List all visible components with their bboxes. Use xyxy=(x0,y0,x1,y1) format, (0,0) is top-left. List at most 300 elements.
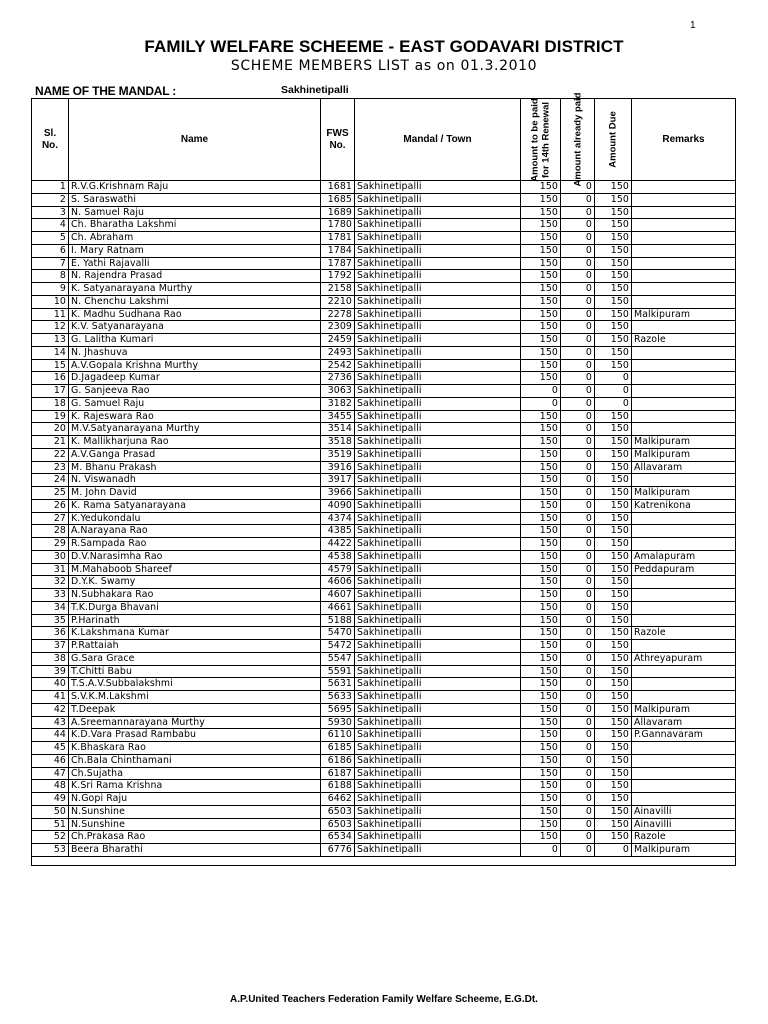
table-row xyxy=(32,513,735,526)
cell-amount-due: 0 xyxy=(595,372,632,385)
cell-town: Sakhinetipalli xyxy=(355,360,521,373)
cell-amount-to-pay: 150 xyxy=(521,691,561,704)
cell-name: D.Jagadeep Kumar xyxy=(69,372,321,385)
cell-town: Sakhinetipalli xyxy=(355,717,521,730)
cell-fws-no: 3966 xyxy=(321,487,355,500)
cell-remarks: Malkipuram xyxy=(632,449,735,462)
cell-sl-no: 36 xyxy=(32,627,69,640)
cell-fws-no: 6503 xyxy=(321,806,355,819)
cell-amount-paid: 0 xyxy=(561,704,595,717)
cell-fws-no: 2210 xyxy=(321,296,355,309)
cell-fws-no: 3519 xyxy=(321,449,355,462)
cell-amount-paid: 0 xyxy=(561,691,595,704)
cell-sl-no: 10 xyxy=(32,296,69,309)
cell-name: S. Saraswathi xyxy=(69,194,321,207)
table-row xyxy=(32,564,735,577)
cell-amount-to-pay: 150 xyxy=(521,513,561,526)
cell-name: P.Harinath xyxy=(69,615,321,628)
cell-amount-to-pay: 150 xyxy=(521,487,561,500)
cell-sl-no: 32 xyxy=(32,576,69,589)
cell-town: Sakhinetipalli xyxy=(355,615,521,628)
cell-sl-no: 50 xyxy=(32,806,69,819)
cell-sl-no: 41 xyxy=(32,691,69,704)
cell-town: Sakhinetipalli xyxy=(355,321,521,334)
cell-name: N.Sunshine xyxy=(69,806,321,819)
cell-amount-paid: 0 xyxy=(561,602,595,615)
cell-remarks xyxy=(632,321,735,334)
cell-amount-due: 150 xyxy=(595,219,632,232)
cell-remarks: P.Gannavaram xyxy=(632,729,735,742)
cell-fws-no: 2309 xyxy=(321,321,355,334)
table-row xyxy=(32,423,735,436)
cell-amount-paid: 0 xyxy=(561,589,595,602)
cell-amount-paid: 0 xyxy=(561,500,595,513)
cell-town: Sakhinetipalli xyxy=(355,844,521,857)
cell-fws-no: 2158 xyxy=(321,283,355,296)
cell-town: Sakhinetipalli xyxy=(355,372,521,385)
table-row xyxy=(32,462,735,475)
cell-town: Sakhinetipalli xyxy=(355,309,521,322)
cell-sl-no: 43 xyxy=(32,717,69,730)
cell-amount-due: 150 xyxy=(595,474,632,487)
cell-name: Ch. Bharatha Lakshmi xyxy=(69,219,321,232)
cell-amount-paid: 0 xyxy=(561,666,595,679)
cell-fws-no: 5930 xyxy=(321,717,355,730)
cell-amount-due: 150 xyxy=(595,564,632,577)
cell-fws-no: 4607 xyxy=(321,589,355,602)
table-row xyxy=(32,232,735,245)
cell-amount-due: 150 xyxy=(595,678,632,691)
cell-name: G. Lalitha Kumari xyxy=(69,334,321,347)
cell-amount-paid: 0 xyxy=(561,219,595,232)
cell-remarks: Ainavilli xyxy=(632,819,735,832)
cell-name: K. Rajeswara Rao xyxy=(69,411,321,424)
cell-amount-due: 150 xyxy=(595,602,632,615)
cell-remarks: Razole xyxy=(632,334,735,347)
cell-amount-to-pay: 150 xyxy=(521,462,561,475)
cell-name: Beera Bharathi xyxy=(69,844,321,857)
cell-amount-paid: 0 xyxy=(561,844,595,857)
cell-fws-no: 2459 xyxy=(321,334,355,347)
cell-fws-no: 6776 xyxy=(321,844,355,857)
cell-amount-to-pay: 150 xyxy=(521,500,561,513)
cell-sl-no: 21 xyxy=(32,436,69,449)
cell-amount-due: 150 xyxy=(595,423,632,436)
table-row xyxy=(32,360,735,373)
cell-name: A.V.Gopala Krishna Murthy xyxy=(69,360,321,373)
cell-fws-no: 3455 xyxy=(321,411,355,424)
cell-sl-no: 37 xyxy=(32,640,69,653)
cell-amount-due: 150 xyxy=(595,513,632,526)
cell-amount-paid: 0 xyxy=(561,474,595,487)
cell-amount-to-pay: 150 xyxy=(521,793,561,806)
cell-town: Sakhinetipalli xyxy=(355,398,521,411)
cell-remarks xyxy=(632,398,735,411)
cell-fws-no: 1681 xyxy=(321,181,355,194)
cell-sl-no: 2 xyxy=(32,194,69,207)
cell-sl-no: 42 xyxy=(32,704,69,717)
cell-name: K.Bhaskara Rao xyxy=(69,742,321,755)
cell-name: Ch.Sujatha xyxy=(69,768,321,781)
header-sl-no xyxy=(32,99,69,180)
cell-fws-no: 1784 xyxy=(321,245,355,258)
cell-name: K. Rama Satyanarayana xyxy=(69,500,321,513)
cell-fws-no: 6110 xyxy=(321,729,355,742)
cell-amount-due: 150 xyxy=(595,283,632,296)
cell-amount-paid: 0 xyxy=(561,678,595,691)
header-amount-due xyxy=(595,99,632,180)
cell-town: Sakhinetipalli xyxy=(355,551,521,564)
cell-name: T.K.Durga Bhavani xyxy=(69,602,321,615)
cell-town: Sakhinetipalli xyxy=(355,819,521,832)
cell-remarks xyxy=(632,296,735,309)
cell-town: Sakhinetipalli xyxy=(355,283,521,296)
cell-fws-no: 5470 xyxy=(321,627,355,640)
table-row xyxy=(32,551,735,564)
cell-amount-paid: 0 xyxy=(561,831,595,844)
cell-sl-no: 1 xyxy=(32,181,69,194)
cell-name: A.Sreemannarayana Murthy xyxy=(69,717,321,730)
table-body xyxy=(32,181,735,857)
cell-amount-paid: 0 xyxy=(561,640,595,653)
cell-amount-paid: 0 xyxy=(561,245,595,258)
cell-name: T.Deepak xyxy=(69,704,321,717)
cell-remarks xyxy=(632,207,735,220)
header-town xyxy=(355,99,521,180)
table-row xyxy=(32,296,735,309)
cell-sl-no: 15 xyxy=(32,360,69,373)
table-row xyxy=(32,500,735,513)
cell-town: Sakhinetipalli xyxy=(355,194,521,207)
cell-amount-paid: 0 xyxy=(561,538,595,551)
cell-amount-paid: 0 xyxy=(561,398,595,411)
cell-amount-paid: 0 xyxy=(561,385,595,398)
cell-town: Sakhinetipalli xyxy=(355,678,521,691)
cell-remarks xyxy=(632,219,735,232)
cell-fws-no: 3063 xyxy=(321,385,355,398)
table-row xyxy=(32,704,735,717)
cell-sl-no: 28 xyxy=(32,525,69,538)
table-row xyxy=(32,207,735,220)
cell-amount-to-pay: 150 xyxy=(521,831,561,844)
cell-sl-no: 12 xyxy=(32,321,69,334)
cell-amount-due: 150 xyxy=(595,258,632,271)
cell-remarks: Allavaram xyxy=(632,717,735,730)
cell-fws-no: 6187 xyxy=(321,768,355,781)
cell-fws-no: 3518 xyxy=(321,436,355,449)
cell-amount-to-pay: 150 xyxy=(521,640,561,653)
table-row xyxy=(32,194,735,207)
cell-sl-no: 44 xyxy=(32,729,69,742)
cell-remarks: Malkipuram xyxy=(632,487,735,500)
cell-amount-due: 150 xyxy=(595,270,632,283)
cell-name: T.S.A.V.Subbalakshmi xyxy=(69,678,321,691)
header-to-pay-line2: for 14th Renewal xyxy=(540,101,552,178)
cell-name: K.D.Vara Prasad Rambabu xyxy=(69,729,321,742)
cell-fws-no: 5631 xyxy=(321,678,355,691)
cell-name: M. John David xyxy=(69,487,321,500)
cell-amount-due: 150 xyxy=(595,334,632,347)
cell-amount-due: 150 xyxy=(595,742,632,755)
cell-name: K. Madhu Sudhana Rao xyxy=(69,309,321,322)
cell-amount-due: 150 xyxy=(595,232,632,245)
cell-remarks xyxy=(632,640,735,653)
cell-fws-no: 3182 xyxy=(321,398,355,411)
cell-sl-no: 27 xyxy=(32,513,69,526)
table-row xyxy=(32,806,735,819)
cell-amount-paid: 0 xyxy=(561,360,595,373)
cell-sl-no: 3 xyxy=(32,207,69,220)
cell-town: Sakhinetipalli xyxy=(355,334,521,347)
cell-town: Sakhinetipalli xyxy=(355,462,521,475)
header-remarks xyxy=(632,99,735,180)
cell-sl-no: 6 xyxy=(32,245,69,258)
cell-town: Sakhinetipalli xyxy=(355,525,521,538)
cell-town: Sakhinetipalli xyxy=(355,423,521,436)
cell-town: Sakhinetipalli xyxy=(355,640,521,653)
table-row xyxy=(32,717,735,730)
cell-amount-due: 150 xyxy=(595,245,632,258)
cell-fws-no: 6534 xyxy=(321,831,355,844)
cell-fws-no: 3916 xyxy=(321,462,355,475)
cell-amount-due: 150 xyxy=(595,653,632,666)
cell-amount-to-pay: 150 xyxy=(521,653,561,666)
cell-amount-paid: 0 xyxy=(561,347,595,360)
cell-amount-paid: 0 xyxy=(561,436,595,449)
cell-amount-due: 0 xyxy=(595,385,632,398)
cell-name: G.Sara Grace xyxy=(69,653,321,666)
cell-amount-to-pay: 150 xyxy=(521,232,561,245)
cell-amount-to-pay: 150 xyxy=(521,347,561,360)
cell-amount-paid: 0 xyxy=(561,270,595,283)
cell-sl-no: 23 xyxy=(32,462,69,475)
cell-amount-paid: 0 xyxy=(561,742,595,755)
table-row xyxy=(32,219,735,232)
cell-amount-to-pay: 150 xyxy=(521,449,561,462)
cell-town: Sakhinetipalli xyxy=(355,487,521,500)
cell-amount-to-pay: 150 xyxy=(521,755,561,768)
cell-town: Sakhinetipalli xyxy=(355,270,521,283)
cell-town: Sakhinetipalli xyxy=(355,729,521,742)
cell-amount-to-pay: 150 xyxy=(521,411,561,424)
cell-name: R.Sampada Rao xyxy=(69,538,321,551)
header-sl-line1: Sl. xyxy=(43,127,57,139)
cell-remarks xyxy=(632,755,735,768)
cell-amount-paid: 0 xyxy=(561,768,595,781)
cell-remarks: Athreyapuram xyxy=(632,653,735,666)
cell-sl-no: 31 xyxy=(32,564,69,577)
cell-amount-to-pay: 150 xyxy=(521,309,561,322)
cell-name: K. Mallikharjuna Rao xyxy=(69,436,321,449)
cell-sl-no: 9 xyxy=(32,283,69,296)
cell-amount-due: 150 xyxy=(595,780,632,793)
cell-fws-no: 6462 xyxy=(321,793,355,806)
cell-amount-to-pay: 0 xyxy=(521,385,561,398)
cell-sl-no: 25 xyxy=(32,487,69,500)
cell-amount-paid: 0 xyxy=(561,551,595,564)
table-row xyxy=(32,589,735,602)
cell-amount-paid: 0 xyxy=(561,258,595,271)
cell-name: N.Subhakara Rao xyxy=(69,589,321,602)
cell-amount-to-pay: 150 xyxy=(521,576,561,589)
cell-sl-no: 49 xyxy=(32,793,69,806)
cell-amount-to-pay: 150 xyxy=(521,258,561,271)
cell-amount-paid: 0 xyxy=(561,321,595,334)
table-row xyxy=(32,653,735,666)
table-row xyxy=(32,666,735,679)
cell-amount-to-pay: 0 xyxy=(521,844,561,857)
cell-remarks xyxy=(632,411,735,424)
cell-name: N. Samuel Raju xyxy=(69,207,321,220)
cell-fws-no: 4661 xyxy=(321,602,355,615)
cell-fws-no: 1792 xyxy=(321,270,355,283)
table-row xyxy=(32,411,735,424)
cell-sl-no: 46 xyxy=(32,755,69,768)
cell-amount-paid: 0 xyxy=(561,564,595,577)
header-due-label: Amount Due xyxy=(607,111,619,168)
page-title: FAMILY WELFARE SCHEEME - EAST GODAVARI DISTRICT xyxy=(144,37,624,56)
cell-amount-due: 150 xyxy=(595,640,632,653)
cell-fws-no: 4090 xyxy=(321,500,355,513)
cell-remarks xyxy=(632,691,735,704)
table-row xyxy=(32,449,735,462)
header-to-pay-line1: Amount to be paid xyxy=(529,97,541,182)
table-row xyxy=(32,793,735,806)
cell-town: Sakhinetipalli xyxy=(355,780,521,793)
cell-amount-paid: 0 xyxy=(561,462,595,475)
cell-amount-due: 150 xyxy=(595,589,632,602)
cell-town: Sakhinetipalli xyxy=(355,793,521,806)
cell-remarks xyxy=(632,423,735,436)
table-row xyxy=(32,729,735,742)
table-row xyxy=(32,831,735,844)
cell-amount-paid: 0 xyxy=(561,806,595,819)
cell-amount-due: 150 xyxy=(595,347,632,360)
page-footer: A.P.United Teachers Federation Family Welfare Scheeme, E.G.Dt. xyxy=(230,994,538,1005)
cell-town: Sakhinetipalli xyxy=(355,513,521,526)
cell-amount-due: 150 xyxy=(595,729,632,742)
cell-name: G. Samuel Raju xyxy=(69,398,321,411)
cell-name: Ch.Prakasa Rao xyxy=(69,831,321,844)
cell-amount-to-pay: 150 xyxy=(521,474,561,487)
cell-amount-paid: 0 xyxy=(561,615,595,628)
cell-remarks: Razole xyxy=(632,831,735,844)
cell-sl-no: 45 xyxy=(32,742,69,755)
cell-sl-no: 22 xyxy=(32,449,69,462)
table-row xyxy=(32,768,735,781)
cell-town: Sakhinetipalli xyxy=(355,589,521,602)
header-name-label: Name xyxy=(180,133,209,145)
cell-sl-no: 48 xyxy=(32,780,69,793)
cell-sl-no: 51 xyxy=(32,819,69,832)
cell-remarks xyxy=(632,678,735,691)
cell-town: Sakhinetipalli xyxy=(355,538,521,551)
cell-town: Sakhinetipalli xyxy=(355,742,521,755)
cell-sl-no: 13 xyxy=(32,334,69,347)
cell-remarks: Allavaram xyxy=(632,462,735,475)
table-row xyxy=(32,538,735,551)
table-row xyxy=(32,576,735,589)
cell-amount-to-pay: 150 xyxy=(521,194,561,207)
cell-amount-paid: 0 xyxy=(561,627,595,640)
table-row xyxy=(32,780,735,793)
mandal-value: Sakhinetipalli xyxy=(281,84,349,96)
cell-town: Sakhinetipalli xyxy=(355,449,521,462)
cell-amount-due: 150 xyxy=(595,666,632,679)
table-row xyxy=(32,525,735,538)
cell-sl-no: 14 xyxy=(32,347,69,360)
cell-remarks xyxy=(632,385,735,398)
cell-amount-to-pay: 150 xyxy=(521,768,561,781)
cell-town: Sakhinetipalli xyxy=(355,385,521,398)
cell-remarks xyxy=(632,513,735,526)
cell-remarks xyxy=(632,372,735,385)
cell-amount-paid: 0 xyxy=(561,232,595,245)
cell-amount-due: 150 xyxy=(595,717,632,730)
header-remarks-label: Remarks xyxy=(662,133,705,145)
cell-amount-to-pay: 150 xyxy=(521,270,561,283)
cell-remarks: Malkipuram xyxy=(632,436,735,449)
cell-fws-no: 4538 xyxy=(321,551,355,564)
cell-name: K.V. Satyanarayana xyxy=(69,321,321,334)
cell-amount-to-pay: 150 xyxy=(521,538,561,551)
cell-sl-no: 30 xyxy=(32,551,69,564)
cell-fws-no: 4374 xyxy=(321,513,355,526)
header-name xyxy=(69,99,321,180)
cell-town: Sakhinetipalli xyxy=(355,436,521,449)
cell-remarks xyxy=(632,576,735,589)
cell-amount-to-pay: 0 xyxy=(521,398,561,411)
cell-amount-paid: 0 xyxy=(561,423,595,436)
cell-fws-no: 2278 xyxy=(321,309,355,322)
cell-amount-due: 150 xyxy=(595,576,632,589)
cell-fws-no: 5188 xyxy=(321,615,355,628)
cell-remarks xyxy=(632,589,735,602)
page-subtitle: SCHEME MEMBERS LIST as on 01.3.2010 xyxy=(230,58,538,74)
cell-town: Sakhinetipalli xyxy=(355,296,521,309)
table-row xyxy=(32,309,735,322)
table-row xyxy=(32,627,735,640)
table-row xyxy=(32,474,735,487)
cell-name: Ch.Bala Chinthamani xyxy=(69,755,321,768)
cell-town: Sakhinetipalli xyxy=(355,411,521,424)
cell-amount-paid: 0 xyxy=(561,576,595,589)
mandal-label: NAME OF THE MANDAL : xyxy=(35,84,177,98)
cell-amount-paid: 0 xyxy=(561,793,595,806)
cell-amount-to-pay: 150 xyxy=(521,615,561,628)
cell-amount-paid: 0 xyxy=(561,819,595,832)
cell-fws-no: 2542 xyxy=(321,360,355,373)
table-row xyxy=(32,436,735,449)
cell-amount-to-pay: 150 xyxy=(521,245,561,258)
cell-amount-to-pay: 150 xyxy=(521,360,561,373)
cell-amount-due: 0 xyxy=(595,844,632,857)
cell-town: Sakhinetipalli xyxy=(355,219,521,232)
cell-amount-due: 150 xyxy=(595,627,632,640)
cell-amount-due: 150 xyxy=(595,500,632,513)
cell-remarks xyxy=(632,258,735,271)
header-fws-no xyxy=(321,99,355,180)
cell-fws-no: 4385 xyxy=(321,525,355,538)
cell-amount-to-pay: 150 xyxy=(521,729,561,742)
cell-sl-no: 40 xyxy=(32,678,69,691)
cell-name: N.Gopi Raju xyxy=(69,793,321,806)
cell-name: D.Y.K. Swamy xyxy=(69,576,321,589)
cell-amount-paid: 0 xyxy=(561,487,595,500)
cell-sl-no: 20 xyxy=(32,423,69,436)
table-row xyxy=(32,181,735,194)
cell-amount-to-pay: 150 xyxy=(521,666,561,679)
